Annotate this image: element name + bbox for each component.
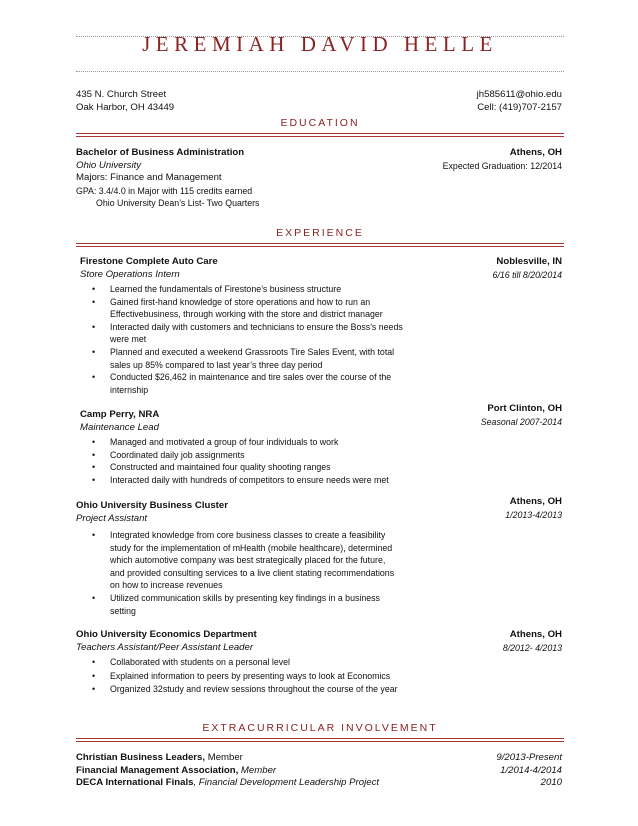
education-rule — [76, 133, 564, 137]
extracurricular-rule — [76, 738, 564, 742]
contact-block — [477, 89, 562, 114]
job-role: Maintenance Lead — [80, 421, 159, 433]
job-dates: Seasonal 2007-2014 — [480, 416, 562, 427]
address-line-2: Oak Harbor, OH 43449 — [76, 101, 175, 113]
address-block — [76, 89, 174, 114]
experience-heading: EXPERIENCE — [276, 227, 364, 239]
education-location: Athens, OH — [509, 147, 562, 158]
bullet-item: • Interacted daily with customers and technicians to ensure the Boss’s needs were met — [86, 321, 403, 346]
job-header — [76, 500, 228, 525]
job-location: Port Clinton, OH — [487, 403, 562, 414]
job-header — [76, 629, 257, 654]
email[interactable]: jh585611@ohio.edu — [476, 89, 562, 100]
bullet-item: • Coordinated daily job assignments — [86, 449, 389, 462]
job-role: Store Operations Intern — [80, 268, 180, 280]
extracurricular-heading: EXTRACURRICULAR INVOLVEMENT — [202, 722, 438, 734]
job-role: Project Assistant — [76, 512, 148, 524]
activity-row: Financial Management Association, Member — [76, 764, 277, 776]
bullet-item: • Integrated knowledge from core business classes to create a feasibility study for the implementation of mHealth (mobile healthcare), determined which automotive company was best strategically placed for the future, and provided consulting services to a live client stating recommendations on how to increase revenues — [86, 529, 394, 592]
phone: Cell: (419)707-2157 — [477, 101, 562, 113]
bullet-item: • Organized 32study and review sessions throughout the course of the year — [86, 683, 398, 697]
job-dates: 1/2013-4/2013 — [505, 509, 562, 520]
job-location: Athens, OH — [509, 629, 562, 640]
activities-list — [76, 752, 379, 790]
bullet-item: • Planned and executed a weekend Grassroots Tire Sales Event, with total sales up 85% compared to last year’s three day period — [86, 346, 403, 371]
job-employer: Firestone Complete Auto Care — [80, 256, 218, 267]
job-employer: Camp Perry, NRA — [80, 409, 160, 420]
bullet-item: • Explained information to peers by presenting ways to look at Economics — [86, 670, 398, 684]
education-details — [76, 147, 259, 210]
education-heading: EDUCATION — [280, 117, 360, 129]
applicant-name: JEREMIAH DAVID HELLE — [142, 32, 498, 56]
job-location: Athens, OH — [509, 496, 562, 507]
school: Ohio University — [76, 159, 142, 171]
activity-row: DECA International Finals, Financial Development Leadership Project — [76, 777, 380, 789]
job-dates: 6/16 till 8/20/2014 — [492, 269, 562, 280]
activity-date: 9/2013-Present — [496, 752, 562, 763]
bullet-item: • Managed and motivated a group of four individuals to work — [86, 436, 389, 449]
activities-dates — [496, 752, 562, 790]
job-header — [80, 409, 159, 434]
bullet-item: • Learned the fundamentals of Firestone’s business structure — [86, 283, 403, 296]
activity-date: 2010 — [540, 777, 562, 789]
job-meta — [481, 403, 562, 428]
job-bullets — [86, 529, 394, 617]
graduation-date: Expected Graduation: 12/2014 — [442, 160, 562, 171]
job-meta — [505, 496, 562, 521]
activity-row: Christian Business Leaders, Member — [76, 752, 243, 763]
education-meta — [443, 147, 562, 172]
gpa: GPA: 3.4/4.0 in Major with 115 credits earned — [76, 185, 253, 196]
name-divider — [76, 71, 564, 72]
bullet-item: • Interacted daily with hundreds of competitors to ensure needs were met — [86, 474, 389, 487]
experience-rule — [76, 243, 564, 247]
bullet-item: • Constructed and maintained four quality shooting ranges — [86, 461, 389, 474]
job-dates: 8/2012- 4/2013 — [502, 642, 562, 653]
degree: Bachelor of Business Administration — [76, 147, 245, 158]
job-employer: Ohio University Business Cluster — [76, 500, 228, 511]
job-bullets — [86, 283, 403, 396]
job-meta — [493, 256, 562, 281]
bullet-item: • Gained first-hand knowledge of store operations and how to run an Effectivebusiness, through working with the store and district manager — [86, 296, 403, 321]
job-bullets — [86, 436, 389, 486]
honors: Ohio University Dean’s List- Two Quarters — [96, 198, 260, 209]
bullet-item: • Conducted $26,462 in maintenance and tire sales over the course of the internship — [86, 371, 403, 396]
job-role: Teachers Assistant/Peer Assistant Leader — [76, 641, 254, 653]
bullet-item: • Utilized communication skills by presenting key findings in a business setting — [86, 592, 394, 617]
job-location: Noblesville, IN — [496, 256, 562, 267]
job-bullets — [86, 656, 398, 697]
job-meta — [503, 629, 562, 654]
activity-date: 1/2014-4/2014 — [500, 764, 562, 776]
job-employer: Ohio University Economics Department — [76, 629, 257, 640]
address-line-1: 435 N. Church Street — [76, 89, 167, 100]
job-header — [80, 256, 218, 281]
majors: Majors: Finance and Management — [76, 172, 222, 184]
bullet-item: • Collaborated with students on a personal level — [86, 656, 398, 670]
